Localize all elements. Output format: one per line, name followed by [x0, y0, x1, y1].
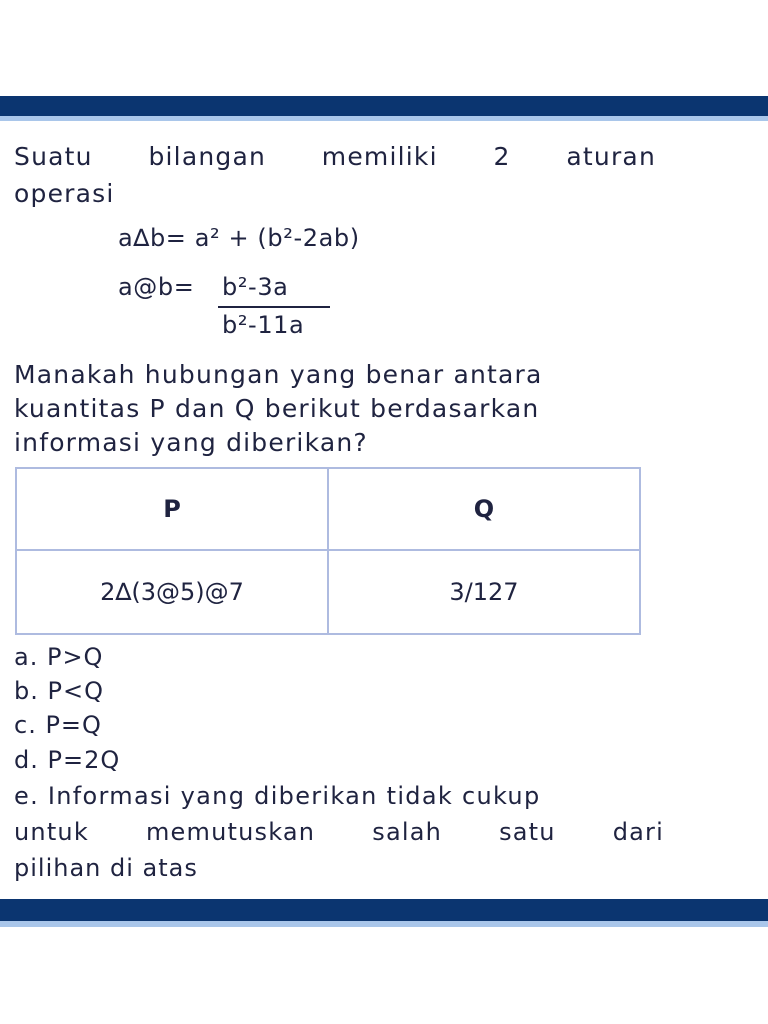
option-e-word: dari: [612, 818, 664, 846]
formula-at-numerator: b²-3a: [222, 273, 289, 301]
formula-delta: a∆b= a² + (b²-2ab): [118, 224, 360, 252]
table-row: [16, 550, 640, 634]
intro-word: Suatu: [14, 142, 93, 171]
comparison-table: [15, 467, 641, 635]
fraction-bar: [218, 306, 330, 308]
intro-word: bilangan: [148, 142, 267, 171]
option-d: d. P=2Q: [14, 746, 121, 774]
cell-p-value: 2∆(3@5)@7: [16, 550, 328, 634]
bottom-banner-accent-line: [0, 921, 768, 927]
top-banner-accent-line: [0, 116, 768, 121]
option-b: b. P<Q: [14, 677, 104, 705]
option-e-line-3: pilihan di atas: [14, 854, 198, 882]
cell-q-value: 3/127: [328, 550, 640, 634]
option-a: a. P>Q: [14, 643, 104, 671]
formula-at-denominator: b²-11a: [222, 311, 305, 339]
intro-word: memiliki: [321, 142, 438, 171]
option-e-line-1: e. Informasi yang diberikan tidak cukup: [14, 782, 541, 810]
prompt-line-1: Manakah hubungan yang benar antara: [14, 360, 543, 389]
bottom-banner-bar: [0, 899, 768, 921]
table-header-row: [16, 468, 640, 550]
header-q: Q: [328, 468, 640, 550]
prompt-line-3: informasi yang diberikan?: [14, 428, 368, 457]
option-e-word: memutuskan: [145, 818, 316, 846]
intro-word: 2: [493, 142, 511, 171]
header-p: P: [16, 468, 328, 550]
prompt-line-2: kuantitas P dan Q berikut berdasarkan: [14, 394, 540, 423]
top-banner-bar: [0, 96, 768, 116]
intro-line-1: [14, 142, 656, 171]
intro-line-2: operasi: [14, 179, 115, 208]
option-e-line-2: [14, 818, 664, 846]
option-c: c. P=Q: [14, 711, 102, 739]
intro-word: aturan: [566, 142, 656, 171]
option-e-word: salah: [372, 818, 443, 846]
option-e-word: satu: [499, 818, 556, 846]
formula-at-left: a@b=: [118, 273, 195, 301]
option-e-word: untuk: [14, 818, 89, 846]
